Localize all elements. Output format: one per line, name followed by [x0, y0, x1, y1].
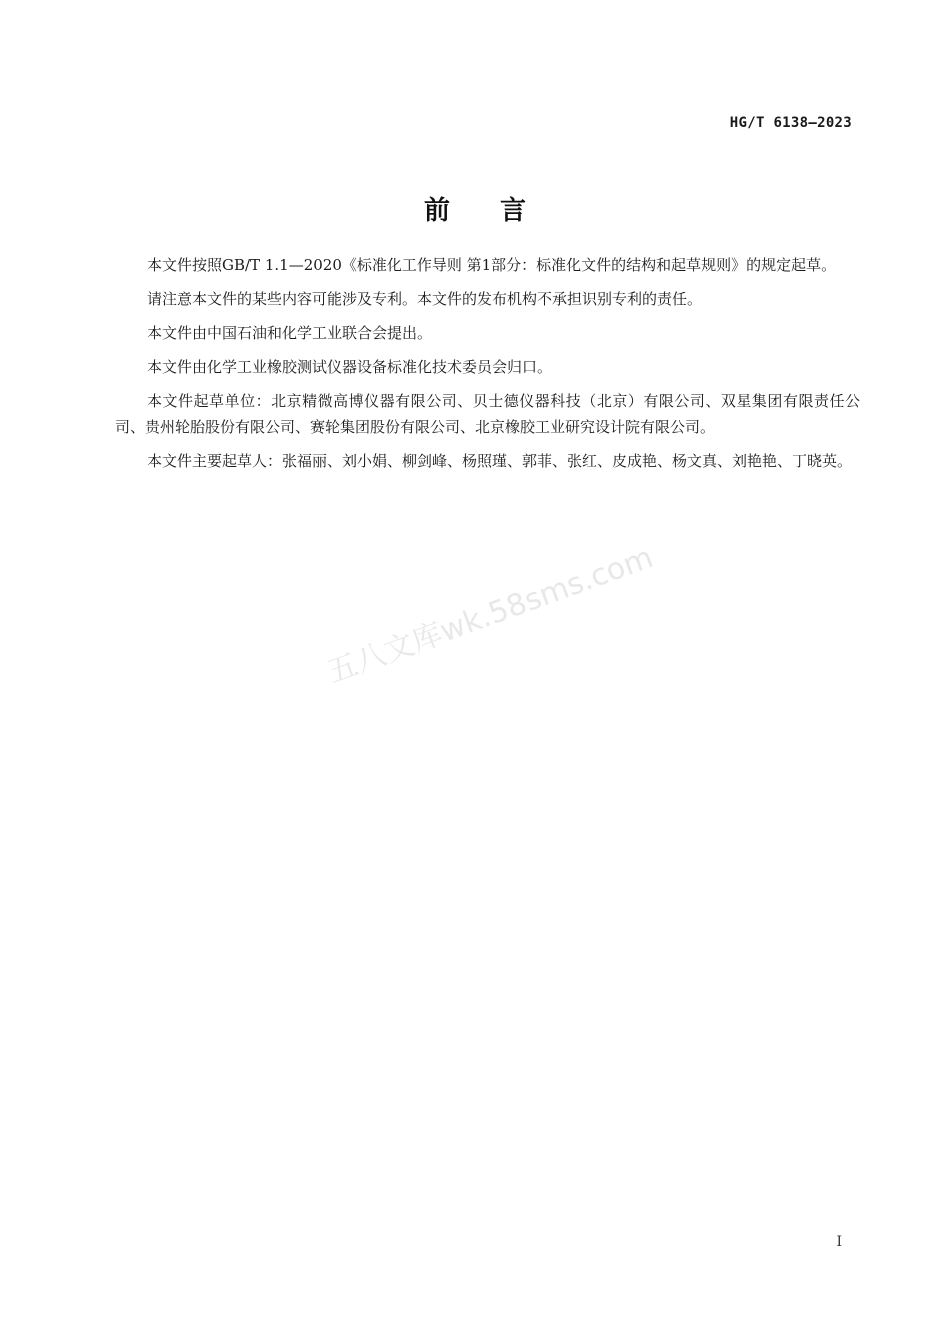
page-number: I	[836, 1234, 842, 1250]
paragraph-drafting-units: 本文件起草单位：北京精微高博仪器有限公司、贝士德仪器科技（北京）有限公司、双星集团有限责任公司、贵州轮胎股份有限公司、赛轮集团股份有限公司、北京橡胶工业研究设计院有限公司。	[115, 392, 860, 436]
standard-code: HG/T 6138—2023	[729, 115, 852, 131]
paragraph-technical-committee: 本文件由化学工业橡胶测试仪器设备标准化技术委员会归口。	[147, 358, 553, 376]
foreword-body	[115, 252, 860, 482]
paragraph-main-drafters: 本文件主要起草人：张福丽、刘小娟、柳剑峰、杨照瑾、郭菲、张红、皮成艳、杨文真、刘艳艳、丁晓英。	[147, 452, 853, 470]
watermark: 五八文库wk.58sms.com	[322, 539, 658, 691]
paragraph-proposer: 本文件由中国石油和化学工业联合会提出。	[147, 324, 433, 342]
paragraph-patent-notice: 请注意本文件的某些内容可能涉及专利。本文件的发布机构不承担识别专利的责任。	[147, 290, 703, 308]
paragraph-drafting-rules: 本文件按照GB/T 1.1—2020《标准化工作导则 第1部分：标准化文件的结构和起草规则》的规定起草。	[147, 256, 837, 274]
page-title: 前言	[423, 196, 576, 226]
